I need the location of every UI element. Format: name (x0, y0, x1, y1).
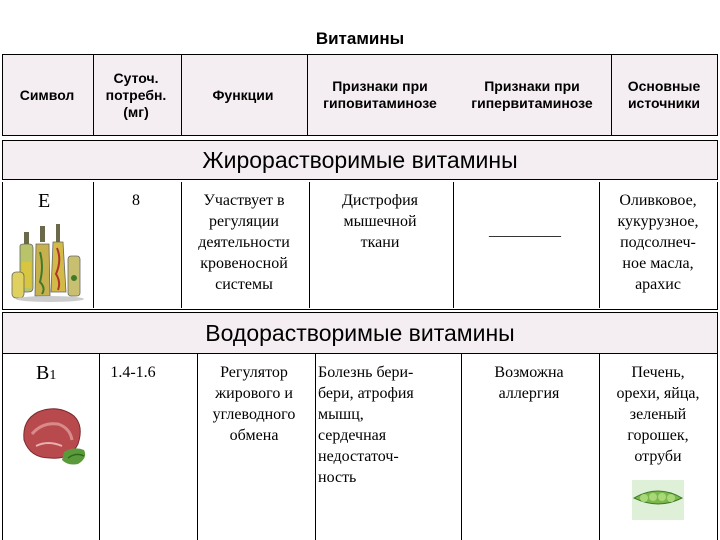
vitamin-symbol: Е (38, 190, 51, 212)
meat-image (18, 400, 92, 472)
vitamin-symbol (36, 362, 56, 385)
vitamin-symbol-letter: В (36, 362, 50, 384)
col-header-hypo: Признаки при гиповитаминозе (323, 78, 437, 111)
vitamin-sources: Печень, орехи, яйца, зеленый горошек, отруби (616, 364, 700, 465)
section-title-water-soluble: Водорастворимые витамины (205, 319, 515, 346)
vitamin-hyper-signs: _________ (489, 222, 561, 239)
col-header-functions: Функции (212, 86, 274, 103)
col-header-symbol: Символ (19, 86, 75, 103)
vitamin-dose: 1.4-1.6 (110, 364, 156, 381)
vitamin-dose: 8 (132, 192, 140, 209)
section-title-fat-soluble: Жирорастворимые витамины (202, 146, 518, 173)
vitamin-functions: Участвует в регуляции деятельности кровеносной системы (198, 192, 290, 293)
col-header-dose: Суточ. потребн. (мг) (105, 69, 167, 120)
vitamin-functions: Регулятор жирового и углеводного обмена (212, 364, 296, 444)
vitamin-hypo-signs: Дистрофия мышечной ткани (341, 192, 419, 251)
pea-pod-image (632, 480, 684, 520)
page-title: Витамины (315, 29, 405, 48)
vitamin-symbol-subscript: 1 (49, 368, 57, 383)
col-header-sources: Основные источники (627, 78, 701, 111)
col-header-hyper: Признаки при гипервитаминозе (471, 78, 593, 111)
vitamin-hyper-signs: Возможна аллергия (494, 364, 564, 402)
vitamin-hypo-signs: Болезнь бери- бери, атрофия мышц, сердечная недостаточ- ность (318, 364, 414, 486)
vitamin-sources: Оливковое, кукурузное, подсолнеч- ное масла, арахис (617, 192, 699, 293)
oil-bottles-image (10, 222, 90, 304)
